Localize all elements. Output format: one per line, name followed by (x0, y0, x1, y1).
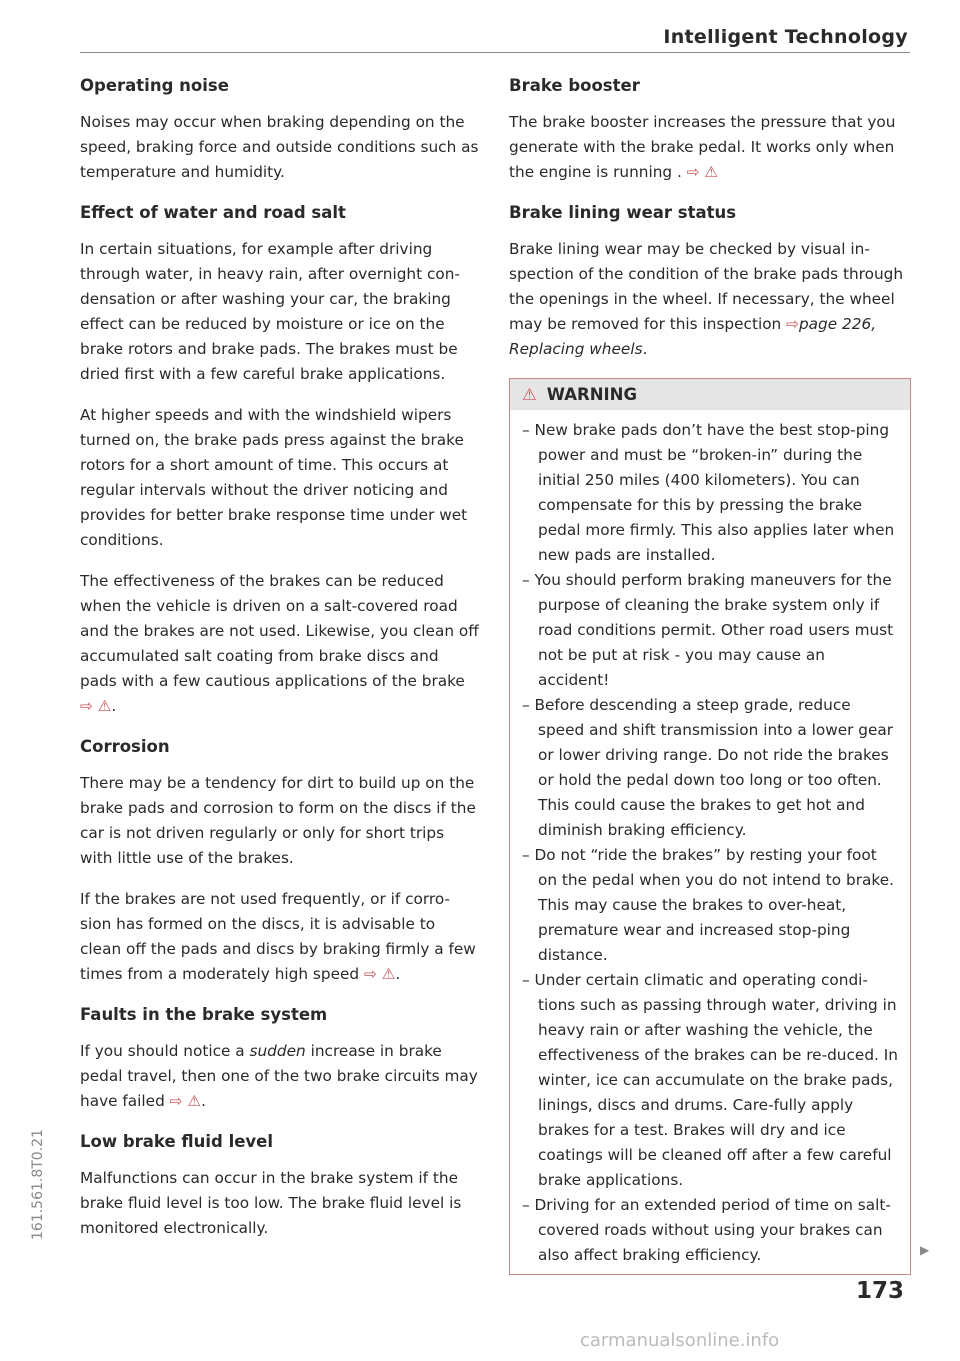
warning-item-text: Do not “ride the brakes” by resting your foot on the pedal when you do not intend to brake. This may cause the brakes to over-heat, premature wear and increased stop-ping distance. (534, 846, 894, 964)
faults-text: If you should notice a sudden increase in brake pedal travel, then one of the two brake circuits may have failed ⇨ ⚠. (80, 1042, 478, 1110)
warning-box (509, 378, 911, 1275)
lining-wear-body: Brake lining wear may be checked by visual in-spection of the condition of the brake pads through the openings in the wheel. If necessary, the wheel may be removed for this inspection (509, 240, 904, 333)
heading-operating-noise: Operating noise (80, 76, 229, 95)
dash: – (522, 1196, 530, 1214)
faults-emphasis: sudden (249, 1042, 306, 1060)
brake-booster-text (509, 110, 909, 185)
dash: – (522, 421, 530, 439)
ref-arrow-icon[interactable]: ⇨ (686, 163, 700, 181)
warning-list (522, 418, 900, 1268)
corrosion-p2: If the brakes are not used frequently, or if corro-sion has formed on the discs, it is advisable to clean off the pads and discs by braking firmly a few times from a moderately high speed ⇨ ⚠. (80, 890, 476, 983)
warning-triangle-icon[interactable]: ⚠ (97, 697, 112, 715)
chapter-title: Intelligent Technology (663, 26, 908, 48)
ref-arrow-icon[interactable]: ⇨ (786, 315, 799, 333)
warning-item-text: New brake pads don’t have the best stop-ping power and must be “broken-in” during the initial 250 miles (400 kilometers). You can compensate for this by pressing the brake pedal more firmly. This also applies later when new pads are installed. (534, 421, 895, 564)
heading-brake-booster: Brake booster (509, 76, 640, 95)
heading-lining-wear: Brake lining wear status (509, 203, 737, 222)
warning-item-text: Under certain climatic and operating condi-tions such as passing through water, driving in heavy rain or after washing the vehicle, the effectiveness of the brakes can be re-duced. In winter, ice can accumulate on the brake pads, linings, discs and drums. Care-fully apply brakes for a test. Brakes will dry and ice coatings will be cleaned off after a few careful brake applications. (534, 971, 898, 1189)
heading-corrosion: Corrosion (80, 737, 170, 756)
warning-item (522, 968, 900, 1193)
warning-title: WARNING (546, 385, 638, 404)
warning-item-text: Before descending a steep grade, reduce speed and shift transmission into a lower gear or lower driving range. Do not ride the brakes or hold the pedal down too long or too often. This could cause the brakes to get hot and diminish braking efficiency. (534, 696, 894, 839)
warning-item (522, 418, 900, 568)
warning-triangle-icon[interactable]: ⚠ (187, 1092, 202, 1110)
ref-arrow-icon[interactable]: ⇨ (80, 697, 93, 715)
faults-pre: If you should notice a (80, 1042, 245, 1060)
lining-wear-text (509, 237, 909, 362)
warning-triangle-icon: ⚠ (522, 385, 537, 404)
right-column (509, 74, 909, 1275)
water-salt-p1: In certain situations, for example after driving through water, in heavy rain, after overnight con-densation or after washing your car, the braking effect can be reduced by moisture or ice on the brake rotors and brake pads. The brakes must be dried first with a few careful brake applications. (80, 240, 460, 383)
page-number: 173 (856, 1278, 905, 1304)
warning-triangle-icon[interactable]: ⚠ (704, 163, 719, 181)
water-salt-p3-text: The effectiveness of the brakes can be reduced when the vehicle is driven on a salt-covered road and the brakes are not used. Likewise, you clean off accumulated salt coating from brake discs and pads with a few cautious applications of the brake (80, 572, 479, 690)
dash: – (522, 971, 530, 989)
corrosion-p1: There may be a tendency for dirt to build up on the brake pads and corrosion to form on the discs if the car is not driven regularly or only for short trips with little use of the brakes. (80, 774, 476, 867)
warning-triangle-icon[interactable]: ⚠ (381, 965, 396, 983)
ref-arrow-icon[interactable]: ⇨ (364, 965, 377, 983)
left-column (80, 74, 480, 1257)
ref-arrow-icon[interactable]: ⇨ (169, 1092, 183, 1110)
brake-fluid-text: Malfunctions can occur in the brake system if the brake fluid level is too low. The brake fluid level is monitored electronically. (80, 1169, 462, 1237)
warning-header (510, 379, 910, 410)
warning-item (522, 568, 900, 693)
warning-item-text: Driving for an extended period of time on salt-covered roads without using your brakes can also affect braking efficiency. (534, 1196, 891, 1264)
water-salt-p2: At higher speeds and with the windshield wipers turned on, the brake pads press against the brake rotors for a short amount of time. This occurs at regular intervals without the driver noticing and provides for better brake response time under wet conditions. (80, 406, 468, 549)
watermark: carmanualsonline.info (580, 1330, 780, 1351)
page-reference-link[interactable]: page 226, Replacing wheels (509, 315, 877, 358)
warning-item (522, 1193, 900, 1268)
header-rule (80, 52, 910, 53)
heading-faults: Faults in the brake system (80, 1005, 328, 1024)
corrosion-p2-text: If the brakes are not used frequently, or if corro-sion has formed on the discs, it is advisable to clean off the pads and discs by braking firmly a few times from a moderately high speed (80, 890, 476, 983)
water-salt-p3: The effectiveness of the brakes can be reduced when the vehicle is driven on a salt-covered road and the brakes are not used. Likewise, you clean off accumulated salt coating from brake discs and pads with a few cautious applications of the brake ⇨ ⚠. (80, 572, 479, 715)
heading-brake-fluid: Low brake fluid level (80, 1132, 274, 1151)
warning-item (522, 843, 900, 968)
brake-booster-body: The brake booster increases the pressure that you generate with the brake pedal. It works only when the engine is running . (509, 113, 896, 181)
dash: – (522, 571, 530, 589)
lining-end: . (642, 340, 648, 358)
dash: – (522, 696, 530, 714)
operating-noise-text: Noises may occur when braking depending on the speed, braking force and outside conditions such as temperature and humidity. (80, 113, 479, 181)
warning-item (522, 693, 900, 843)
dash: – (522, 846, 530, 864)
faults-post: increase in brake pedal travel, then one of the two brake circuits may have failed (80, 1042, 478, 1110)
document-code: 161.561.8T0.21 (30, 1129, 46, 1240)
warning-item-text: You should perform braking maneuvers for the purpose of cleaning the brake system only if road conditions permit. Other road users must not be put at risk - you may cause an accident! (534, 571, 894, 689)
heading-water-salt: Effect of water and road salt (80, 203, 346, 222)
warning-body (510, 410, 910, 1274)
continue-arrow-icon: ▶ (920, 1243, 930, 1257)
